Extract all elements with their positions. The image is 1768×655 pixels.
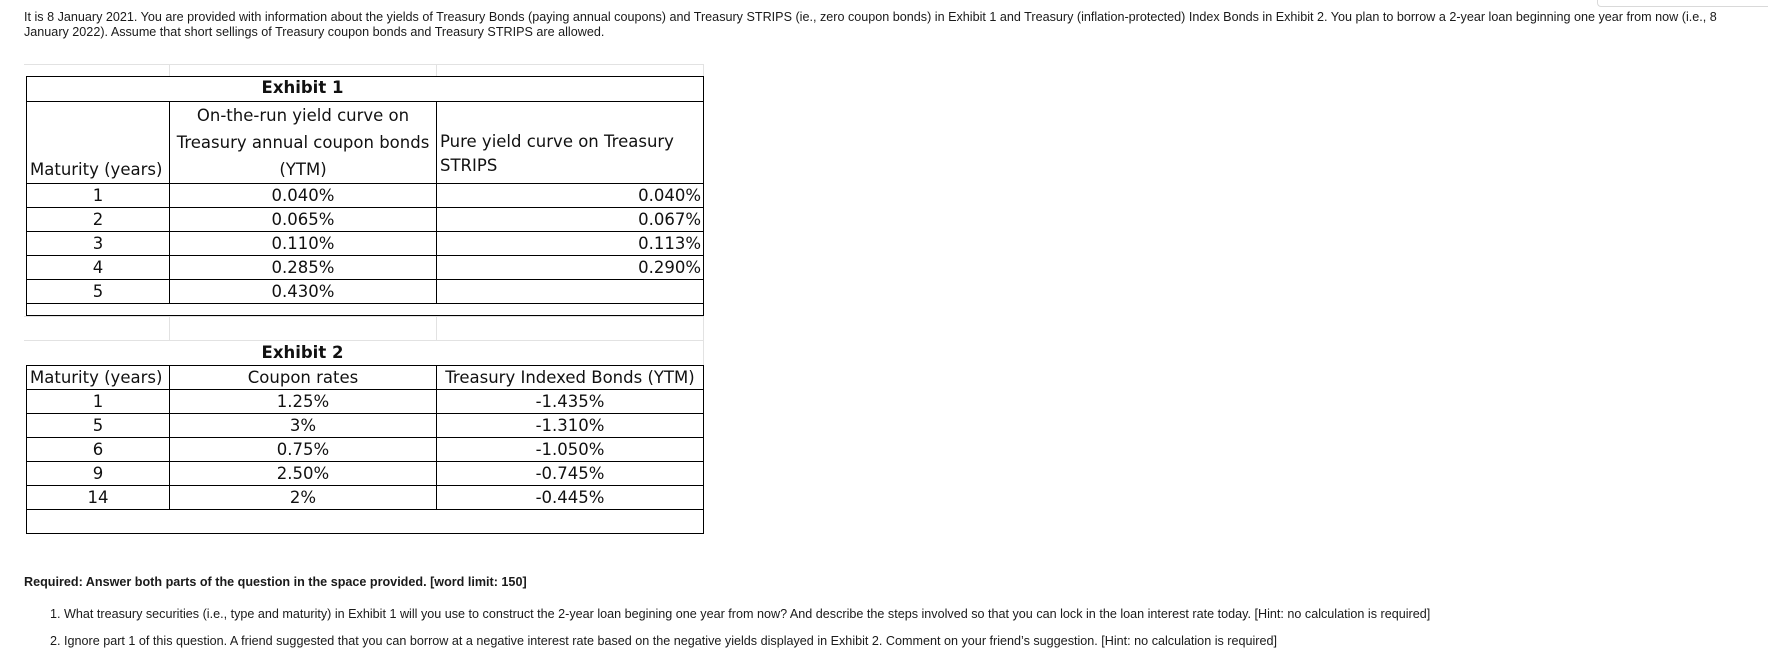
exhibit2-indexed-ytm-cell <box>436 485 704 510</box>
exhibit2-indexed-ytm-value: -1.435% <box>535 392 605 411</box>
exhibit1-ytm-cell <box>169 231 437 256</box>
intro-paragraph: It is 8 January 2021. You are provided with information about the yields of Treasury Bonds (paying annual coupons) and Treasury STRIPS (ie., zero coupon bonds) in Exhibit 1 and Treasury (inflation-protected) Index Bonds in Exhibit 2. You plan to borrow a 2-year loan beginning one year from now (i.e., 8 January 2022). Assume that short sellings of Treasury coupon bonds and Treasury STRIPS are allowed. <box>24 10 1717 39</box>
exhibit1-strips-value: 0.113% <box>638 234 701 253</box>
exhibit1-strips-header-text: Pure yield curve on Treasury STRIPS <box>440 132 674 175</box>
exhibit2-maturity-value: 9 <box>92 464 104 483</box>
exhibit2-coupon-header-text: Coupon rates <box>247 368 359 387</box>
exhibit2-maturity-cell <box>26 389 170 414</box>
exhibit1-strips-cell <box>436 255 704 280</box>
exhibit2-coupon-value: 3% <box>289 416 317 435</box>
exhibit1-ytm-value: 0.040% <box>271 186 335 205</box>
exhibit1-ytm-cell <box>169 183 437 208</box>
exhibit2-coupon-header <box>169 365 437 390</box>
exhibit1-maturity-header-text: Maturity (years) <box>30 160 163 179</box>
exhibit2-coupon-cell <box>169 413 437 438</box>
exhibit2-maturity-value: 6 <box>92 440 104 459</box>
exhibit2-indexed-ytm-value: -0.745% <box>535 464 605 483</box>
sheet-gridline <box>169 316 170 340</box>
exhibit2-coupon-cell <box>169 461 437 486</box>
exhibit2-maturity-header <box>26 365 170 390</box>
exhibit1-maturity-cell <box>26 183 170 208</box>
question-list <box>50 601 1430 655</box>
exhibit2-indexed-ytm-cell <box>436 389 704 414</box>
exhibit1-maturity-value: 2 <box>92 210 104 229</box>
exhibit2-maturity-value: 14 <box>87 488 109 507</box>
exhibit2-indexed-ytm-cell <box>436 461 704 486</box>
exhibit1-maturity-cell <box>26 231 170 256</box>
exhibit2-ytm-header-text: Treasury Indexed Bonds (YTM) <box>445 368 695 387</box>
sheet-gridline <box>169 64 170 76</box>
exhibit2-coupon-value: 2.50% <box>276 464 330 483</box>
exhibit2-coupon-value: 0.75% <box>276 440 330 459</box>
exhibit1-title: Exhibit 1 <box>261 78 344 97</box>
exhibit1-maturity-value: 5 <box>92 282 104 301</box>
exhibit1-coupon-ytm-header-text: On-the-run yield curve on Treasury annual coupon bonds (YTM) <box>176 106 430 179</box>
exhibit1-ytm-value: 0.430% <box>271 282 335 301</box>
sheet-gridline <box>436 64 437 76</box>
exhibit2-indexed-ytm-value: -0.445% <box>535 488 605 507</box>
exhibit1-ytm-value: 0.285% <box>271 258 335 277</box>
exhibit1-ytm-cell <box>169 279 437 304</box>
exhibit1-strips-cell <box>436 207 704 232</box>
exhibit1-strips-value: 0.040% <box>638 186 701 205</box>
exhibit1-ytm-value: 0.110% <box>271 234 335 253</box>
exhibit1-coupon-ytm-header <box>169 101 437 184</box>
exhibit2-indexed-ytm-value: -1.310% <box>535 416 605 435</box>
exhibit2-maturity-cell <box>26 461 170 486</box>
exhibit1-maturity-value: 1 <box>92 186 104 205</box>
exhibit2-indexed-ytm-cell <box>436 413 704 438</box>
exhibit2-maturity-cell <box>26 413 170 438</box>
exhibit2-maturity-value: 5 <box>92 416 104 435</box>
exhibit2-maturity-header-text: Maturity (years) <box>30 368 163 387</box>
exhibit1-strips-cell <box>436 183 704 208</box>
exhibit2-coupon-cell <box>169 437 437 462</box>
exhibit2-coupon-cell <box>169 389 437 414</box>
sheet-gridline <box>24 64 704 65</box>
exhibit1-ytm-cell <box>169 207 437 232</box>
exhibit2-indexed-ytm-cell <box>436 437 704 462</box>
exhibit1-maturity-value: 3 <box>92 234 104 253</box>
exhibit2-maturity-cell <box>26 437 170 462</box>
exhibit1-ytm-value: 0.065% <box>271 210 335 229</box>
question-item: 1. What treasury securities (i.e., type and maturity) in Exhibit 1 will you use to construct the 2-year loan begining one year from now? And describe the steps involved so that you can lock in the loan interest rate today. [Hint: no calculation is required] <box>50 607 1431 621</box>
exhibit1-maturity-cell <box>26 279 170 304</box>
exhibit2-indexed-ytm-value: -1.050% <box>535 440 605 459</box>
sheet-gridline <box>24 340 704 341</box>
exhibit1-strips-value: 0.067% <box>638 210 701 229</box>
exhibit2-coupon-cell <box>169 485 437 510</box>
exhibit2-coupon-value: 1.25% <box>276 392 330 411</box>
exhibit1-maturity-cell <box>26 255 170 280</box>
exhibit1-maturity-value: 4 <box>92 258 104 277</box>
exhibit1-strips-header <box>436 101 704 184</box>
sheet-gridline <box>436 316 437 340</box>
exhibit2-coupon-value: 2% <box>289 488 317 507</box>
exhibit2-ytm-header <box>436 365 704 390</box>
required-heading: Required: Answer both parts of the question in the space provided. [word limit: 150] <box>24 575 527 589</box>
exhibits-spreadsheet <box>24 64 704 534</box>
sheet-gridline <box>24 316 704 317</box>
exhibit1-strips-cell <box>436 231 704 256</box>
exhibit2-title: Exhibit 2 <box>261 343 344 362</box>
exhibit2-maturity-value: 1 <box>92 392 104 411</box>
exhibit1-maturity-cell <box>26 207 170 232</box>
exhibit1-ytm-cell <box>169 255 437 280</box>
exhibit1-strips-cell <box>436 279 704 304</box>
window-corner-edge <box>1597 0 1768 7</box>
exhibit1-maturity-header <box>26 101 170 184</box>
exhibit1-strips-value: 0.290% <box>638 258 701 277</box>
exhibit2-maturity-cell <box>26 485 170 510</box>
question-item: 2. Ignore part 1 of this question. A friend suggested that you can borrow at a negative interest rate based on the negative yields displayed in Exhibit 2. Comment on your friend’s suggestion. [Hint: no calculation is required] <box>50 634 1277 648</box>
